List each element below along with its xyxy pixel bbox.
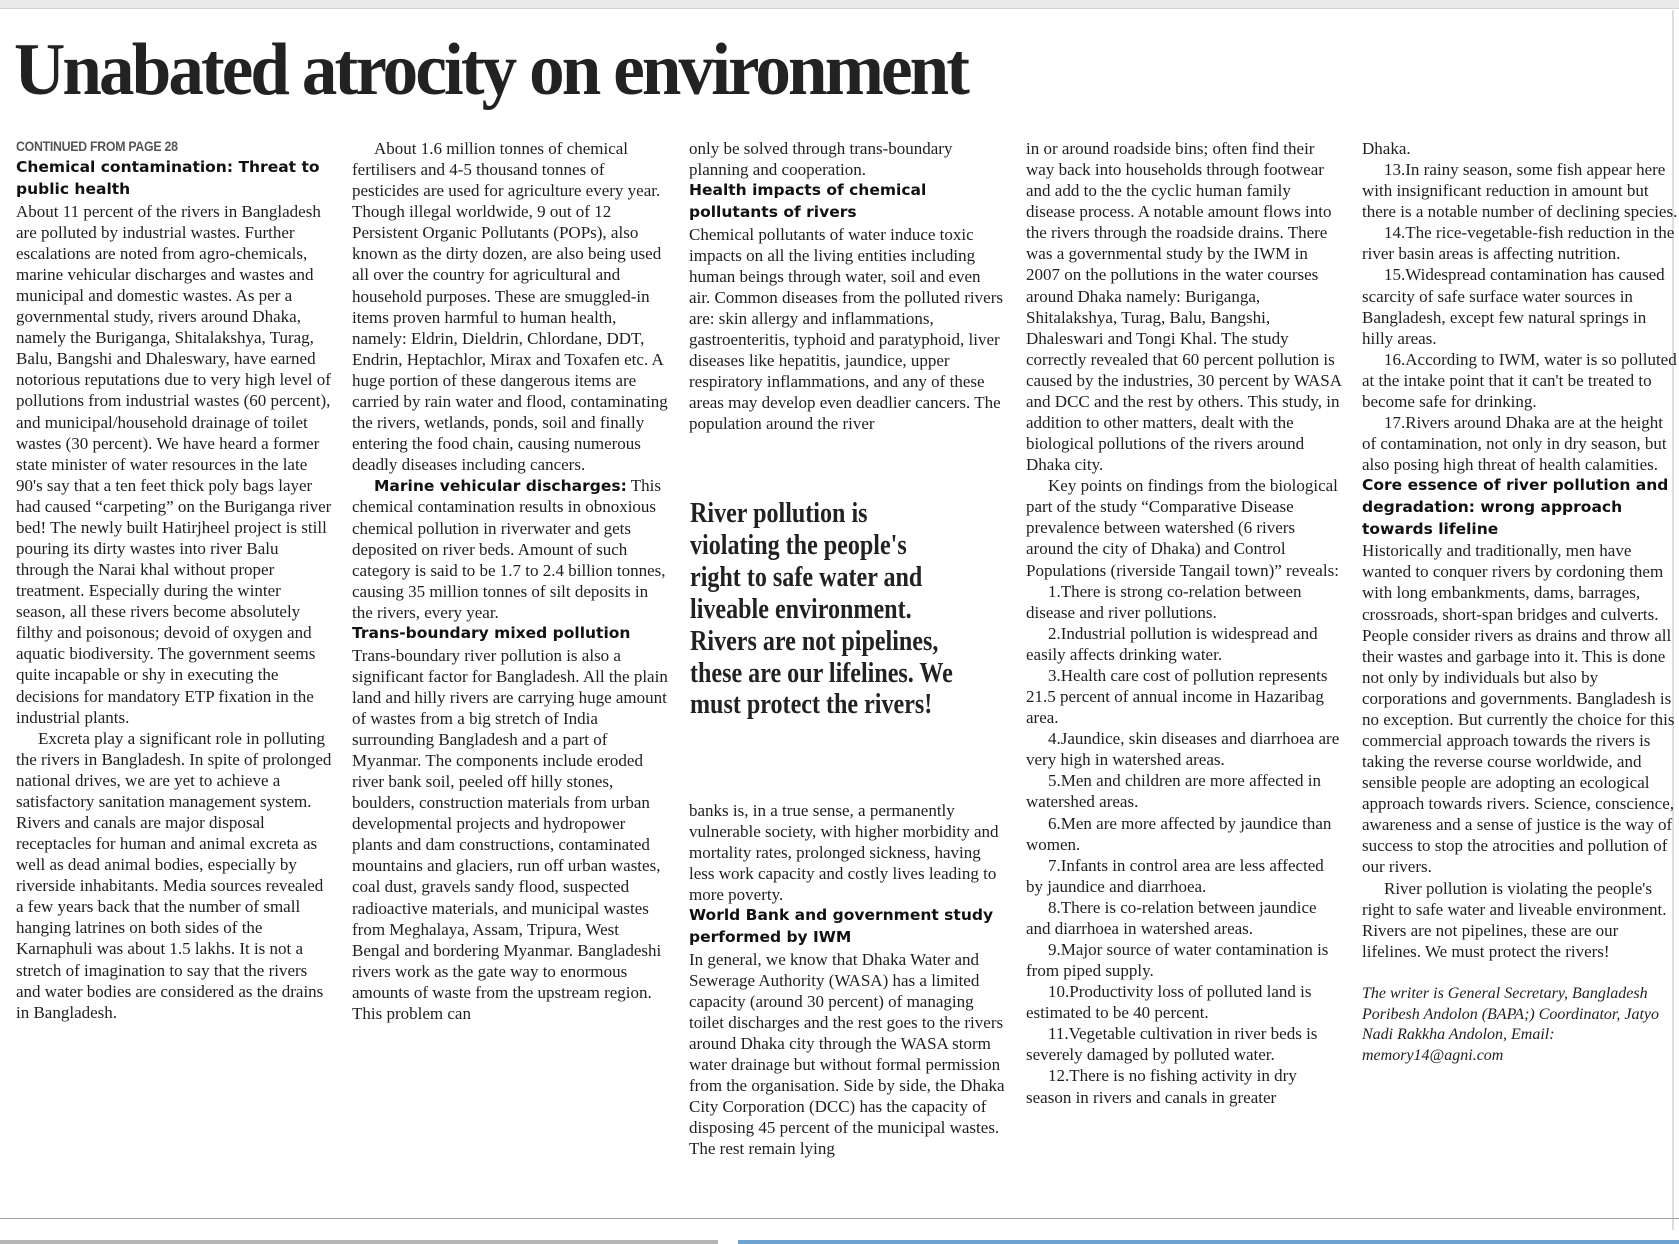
finding-item: 9.Major source of water contamination is from piped supply. [1026, 939, 1329, 981]
finding-item: 10.Productivity loss of polluted land is estimated to be 40 percent. [1026, 982, 1312, 1023]
bottom-rule [0, 1218, 1679, 1219]
runin-marine-vehicular: Marine vehicular discharges: [374, 477, 627, 496]
paragraph: In general, we know that Dhaka Water and Sewerage Authority (WASA) has a limited capacity (around 30 percent) of managing toilet discharges and the rest goes to the rivers around Dhaka city through the WASA storm water drainage but without formal permission from the organisation. Side by side, the Dhaka City Corporation (DCC) has the capacity of disposing 45 percent of the municipal wastes. The rest remain lying [689, 949, 1005, 1159]
paragraph: Chemical pollutants of water induce toxic impacts on all the living entities including human beings through water, soil and even air. Common diseases from the polluted rivers are: skin allergy and inflammations, gastroenteritis, typhoid and paratyphoid, liver diseases like hepatitis, jaundice, upper respiratory inflammations, and any of these areas may develop even deadlier cancers. The population around the river [689, 224, 1003, 434]
finding-item: 2.Industrial pollution is widespread and easily affects drinking water. [1026, 623, 1318, 664]
bottom-bar-right [738, 1240, 1679, 1244]
article-column-1 [16, 138, 332, 1023]
finding-item: 17.Rivers around Dhaka are at the height of contamination, not only in dry season, but also posing high threat of health calamities. [1362, 413, 1667, 475]
continued-kicker: CONTINUED FROM PAGE 28 [16, 138, 178, 154]
finding-item: 8.There is co-relation between jaundice and diarrhoea in watershed areas. [1026, 897, 1317, 938]
subhead-world-bank-study: World Bank and government study performed by IWM [689, 906, 994, 947]
page-top-edge [0, 0, 1679, 9]
paragraph: Historically and traditionally, men have wanted to conquer rivers by cordoning them with long embankments, dams, barrages, crossroads, short-span bridges and culverts. People consider rivers as drains and throw all their wastes and garbage into it. This is done not only by individuals but also by corporations and governments. Bangladesh is no exception. But currently the choice for this commercial approach towards the rivers is taking the reverse course worldwide, and sensible people are adopting an ecological approach towards rivers. Science, conscience, awareness and a sense of justice is the way of success to stop the atrocities and pollution of our rivers. [1362, 541, 1675, 877]
paragraph: Excreta play a significant role in polluting the rivers in Bangladesh. In spite of prolonged national drives, we are yet to achieve a satisfactory sanitation management system. Rivers and canals are major disposal receptacles for human and animal excreta as well as dead animal bodies, especially by riverside inhabitants. Media sources revealed a few years back that the number of small hanging latrines on both sides of the Karnaphuli was about 1.5 lakhs. It is not a stretch of imagination to say that the rivers and water bodies are considered as the drains in Bangladesh. [16, 728, 332, 1022]
paragraph: only be solved through trans-boundary planning and cooperation. [689, 139, 953, 180]
paragraph-marine-discharges [352, 475, 668, 623]
paragraph: About 11 percent of the rivers in Bangladesh are polluted by industrial wastes. Further escalations are noted from agro-chemicals, marine vehicular discharges and wastes and municipal and domestic wastes. As per a governmental study, rivers around Dhaka, namely the Buriganga, Shitalakshya, Turag, Balu, Bangshi and Dhaleswary, have earned notorious reputations due to very high level of pollutions from industrial wastes (60 percent), and municipal/household drainage of toilet wastes (30 percent). We have heard a former state minister of water resources in the late 90's say that a ten feet thick poly bags layer had caused “carpeting” on the Buriganga river bed! The newly built Hatirjheel project is still pouring its dirty wastes into river Balu through the Narai khal without proper treatment. Especially during the winter season, all these rivers become absolutely filthy and poisonous; devoid of oxygen and aquatic biodiversity. The government seems quite incapable or shy in executing the decisions for mandatory ETP fixation in the industrial plants. [16, 201, 332, 727]
headline: Unabated atrocity on environment [14, 29, 968, 111]
finding-item: 13.In rainy season, some fish appear here with insignificant reduction in amount but there is a notable number of declining species. [1362, 160, 1678, 222]
bottom-bar-left [0, 1240, 718, 1244]
paragraph: banks is, in a true sense, a permanently vulnerable society, with higher morbidity and mortality rates, prolonged sickness, having less work capacity and costly lives leading to more poverty. [689, 801, 999, 905]
finding-item: 6.Men are more affected by jaundice than women. [1026, 813, 1332, 854]
finding-item: 4.Jaundice, skin diseases and diarrhoea are very high in watershed areas. [1026, 729, 1340, 770]
finding-item: 5.Men and children are more affected in watershed areas. [1026, 771, 1321, 812]
author-credit: The writer is General Secretary, Bangladesh Poribesh Andolon (BAPA;) Coordinator, Jatyo Nadi Rakkha Andolon, Email: memory14@agni.com [1362, 984, 1660, 1065]
finding-item: 14.The rice-vegetable-fish reduction in the river basin areas is affecting nutrition. [1362, 223, 1675, 264]
finding-item: 3.Health care cost of pollution represents 21.5 percent of annual income in Hazaribag area. [1026, 665, 1328, 728]
paragraph: Key points on findings from the biological part of the study “Comparative Disease prevalence between watershed (6 rivers around the city of Dhaka) and Control Populations (riverside Tangail town)” reveals: [1026, 476, 1339, 580]
article-column-3 [689, 138, 1005, 434]
paragraph: River pollution is violating the people's right to safe water and liveable environment. Rivers are not pipelines, these are our lifelines. We must protect the rivers! [1362, 878, 1667, 961]
finding-item: 11.Vegetable cultivation in river beds is severely damaged by polluted water. [1026, 1024, 1318, 1065]
finding-item: 16.According to IWM, water is so polluted at the intake point that it can't be treated to become safe for drinking. [1362, 349, 1677, 411]
article-column-4 [1026, 138, 1342, 1108]
paragraph: About 1.6 million tonnes of chemical fertilisers and 4-5 thousand tonnes of pesticides are used for agriculture every year. Though illegal worldwide, 9 out of 12 Persistent Organic Pollutants (POPs), also known as the dirty dozen, are also being used all over the country for agricultural and household purposes. These are smuggled-in items proven harmful to human health, namely: Eldrin, Dieldrin, Chlordane, DDT, Endrin, Heptachlor, Mirax and Toxafen etc. A huge portion of these dangerous items are carried by rain water and flood, contaminating the rivers, wetlands, ponds, soil and finally entering the food chain, causing numerous deadly diseases including cancers. [352, 139, 668, 475]
subhead-health-impacts: Health impacts of chemical pollutants of rivers [689, 181, 927, 221]
article-column-2 [352, 138, 668, 1024]
paragraph: in or around roadside bins; often find their way back into households through footwear and add to the the cyclic human family disease process. A notable amount flows into the rivers through the roadside drains. There was a governmental study by the IWM in 2007 on the pollutions in the water courses around Dhaka namely: Buriganga, Shitalakshya, Turag, Balu, Bangshi, Dhaleswari and Tongi Khal. The study correctly revealed that 60 percent pollution is caused by the industries, 30 percent by WASA and DCC and the rest by others. This study, in addition to other matters, dealt with the biological pollutions of the rivers around Dhaka city. [1026, 139, 1342, 475]
paragraph-text: This chemical contamination results in obnoxious chemical pollution in riverwater and gets deposited on river beds. Amount of such category is said to be 1.7 to 2.4 billion tonnes, causing 35 million tonnes of silt deposits in the rivers, every year. [352, 476, 666, 622]
subhead-trans-boundary: Trans-boundary mixed pollution [352, 623, 631, 642]
finding-item: 1.There is strong co-relation between disease and river pollutions. [1026, 581, 1302, 622]
finding-item: 7.Infants in control area are less affected by jaundice and diarrhoea. [1026, 855, 1324, 896]
subhead-core-essence: Core essence of river pollution and degradation: wrong approach towards lifeline [1362, 476, 1669, 538]
finding-item: 12.There is no fishing activity in dry season in rivers and canals in greater [1026, 1066, 1297, 1107]
paragraph: Dhaka. [1362, 139, 1411, 158]
article-column-3-lower [689, 800, 1005, 1160]
article-column-5 [1362, 138, 1678, 1067]
paragraph: Trans-boundary river pollution is also a significant factor for Bangladesh. All the plain land and hilly rivers are carrying huge amount of wastes from a big stretch of India surrounding Bangladesh and a part of Myanmar. The components include eroded river bank soil, peeled off hilly stones, boulders, construction materials from urban developmental projects and hydropower plants and dam constructions, contaminated mountains and glaciers, run off urban wastes, coal dust, gravels sandy flood, suspected radioactive materials, and municipal wastes from Meghalaya, Assam, Tripura, West Bengal and bordering Myanmar. Bangladeshi rivers work as the gate way to enormous amounts of waste from the upstream region. This problem can [352, 645, 668, 1023]
subhead-chemical-contamination: Chemical contamination: Threat to public health [16, 158, 320, 199]
pull-quote: River pollution is violating the people's right to safe water and liveable environment. Rivers are not pipelines, these are our lifelines. We must protect the rivers! [690, 498, 953, 721]
finding-item: 15.Widespread contamination has caused scarcity of safe surface water sources in Bangladesh, except few natural springs in hilly areas. [1362, 265, 1665, 348]
